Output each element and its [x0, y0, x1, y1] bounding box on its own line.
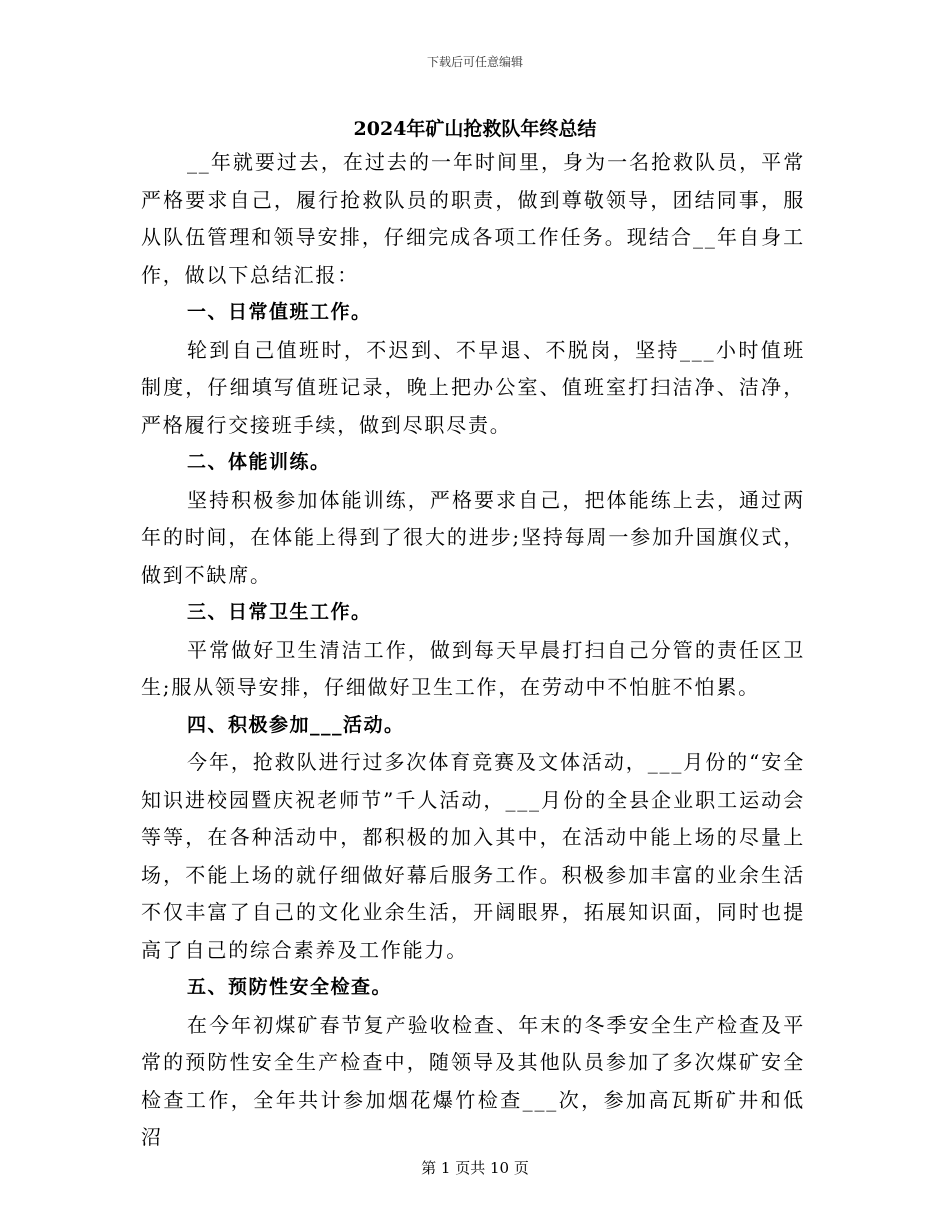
page-footer: 第 1 页共 10 页 — [421, 1159, 529, 1177]
section-paragraph-1: 轮到自己值班时，不迟到、不早退、不脱岗，坚持___小时值班制度，仔细填写值班记录，晚上把办公室、值班室打扫洁净、洁净，严格履行交接班手续，做到尽职尽责。 — [141, 337, 805, 437]
section-paragraph-5: 在今年初煤矿春节复产验收检查、年末的冬季安全生产检查及平常的预防性安全生产检查中，随领导及其他队员参加了多次煤矿安全检查工作，全年共计参加烟花爆竹检查___次，参加高瓦斯矿井和低沼 — [141, 1012, 805, 1149]
section-heading-5: 五、预防性安全检查。 — [187, 976, 393, 998]
section-paragraph-4: 今年，抢救队进行过多次体育竞赛及文体活动，___月份的“安全知识进校园暨庆祝老师节”千人活动，___月份的全县企业职工运动会等等，在各种活动中，都积极的加入其中，在活动中能上场的尽量上场，不能上场的就仔细做好幕后服务工作。积极参加丰富的业余生活不仅丰富了自己的文化业余生活，开阔眼界，拓展知识面，同时也提高了自己的综合素养及工作能力。 — [141, 750, 805, 962]
document-body — [141, 144, 805, 1157]
section-heading-2: 二、体能训练。 — [187, 451, 331, 473]
section-heading-1: 一、日常值班工作。 — [187, 301, 372, 323]
document-title: 2024年矿山抢救队年终总结 — [353, 118, 597, 140]
header-note: 下载后可任意编辑 — [426, 55, 523, 69]
intro-paragraph: __年就要过去，在过去的一年时间里，身为一名抢救队员，平常严格要求自己，履行抢救队员的职责，做到尊敬领导，团结同事，服从队伍管理和领导安排，仔细完成各项工作任务。现结合__年自身工作，做以下总结汇报： — [141, 150, 805, 287]
section-heading-4: 四、积极参加___活动。 — [187, 713, 405, 736]
section-paragraph-3: 平常做好卫生清洁工作，做到每天早晨打扫自己分管的责任区卫生;服从领导安排，仔细做好卫生工作，在劳动中不怕脏不怕累。 — [141, 637, 805, 699]
section-paragraph-2: 坚持积极参加体能训练，严格要求自己，把体能练上去，通过两年的时间，在体能上得到了很大的进步;坚持每周一参加升国旗仪式，做到不缺席。 — [141, 487, 805, 587]
section-heading-3: 三、日常卫生工作。 — [187, 601, 372, 623]
